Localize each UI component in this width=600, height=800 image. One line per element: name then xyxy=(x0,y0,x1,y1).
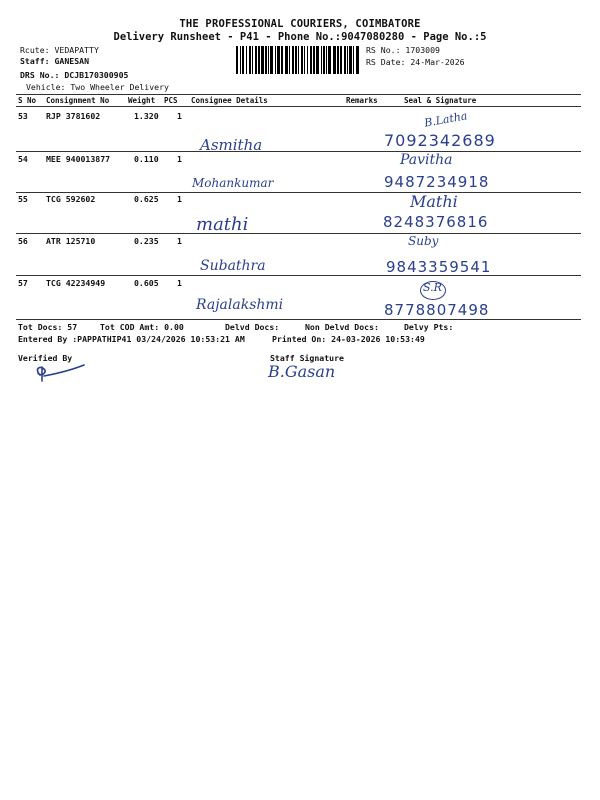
table-bottom-rule xyxy=(16,319,581,320)
barcode-bar xyxy=(313,46,315,74)
rs-date: RS Date: 24-Mar-2026 xyxy=(366,57,465,67)
barcode-bar xyxy=(349,46,352,74)
seal-handwritten-signature: S.R xyxy=(423,281,442,294)
vehicle-label: Vehicle: Two Wheeler Delivery xyxy=(26,82,169,92)
row-consignment: TCG 42234949 xyxy=(46,278,106,288)
entered-by: Entered By :PAPPATHIP41 03/24/2026 10:53:21 AM xyxy=(18,334,245,344)
row-pcs: 1 xyxy=(177,236,182,246)
barcode-bar xyxy=(281,46,283,74)
delivery-points: Delvy Pts: xyxy=(404,322,454,332)
barcode-bar xyxy=(258,46,260,74)
barcode-bar xyxy=(268,46,269,74)
barcode-bar xyxy=(323,46,325,74)
barcode-bar xyxy=(295,46,297,74)
barcode-bar xyxy=(340,46,342,74)
row-sno: 57 xyxy=(18,278,28,288)
total-cod-amount: Tot COD Amt: 0.00 xyxy=(100,322,184,332)
barcode-image xyxy=(234,46,362,74)
printed-on: Printed On: 24-03-2026 10:53:49 xyxy=(272,334,425,344)
barcode-bar xyxy=(356,46,359,74)
col-pcs: PCS xyxy=(164,96,178,105)
consignee-handwritten-name: Mohankumar xyxy=(192,176,274,190)
staff-label: Staff: GANESAN xyxy=(20,56,90,66)
barcode-bar xyxy=(249,46,251,74)
barcode-bar xyxy=(285,46,288,74)
barcode-bar xyxy=(328,46,331,74)
barcode-bar xyxy=(265,46,267,74)
row-weight: 0.605 xyxy=(134,278,159,288)
row-pcs: 1 xyxy=(177,154,182,164)
seal-handwritten-phone: 8778807498 xyxy=(384,301,490,319)
barcode-bar xyxy=(242,46,244,74)
delivered-docs: Delvd Docs: xyxy=(225,322,280,332)
header-bottom-rule xyxy=(16,106,581,107)
verifier-signature-image xyxy=(30,361,90,383)
barcode-bar xyxy=(316,46,319,74)
col-consignee: Consignee Details xyxy=(191,96,268,105)
barcode-bar xyxy=(289,46,290,74)
barcode-bar xyxy=(236,46,238,74)
staff-handwritten-signature: B.Gasan xyxy=(268,362,336,381)
runsheet-subtitle: Delivery Runsheet - P41 - Phone No.:9047080280 - Page No.:5 xyxy=(113,31,487,43)
consignee-handwritten-name: Subathra xyxy=(200,258,266,274)
col-sno: S No xyxy=(18,96,37,105)
rs-number: RS No.: 1703009 xyxy=(366,45,440,55)
seal-handwritten-phone: 7092342689 xyxy=(384,131,496,150)
row-consignment: ATR 125710 xyxy=(46,236,96,246)
row-consignment: RJP 3781602 xyxy=(46,111,101,121)
seal-handwritten-signature: Mathi xyxy=(410,192,458,211)
barcode-bar xyxy=(307,46,308,74)
barcode-bar xyxy=(298,46,299,74)
row-pcs: 1 xyxy=(177,194,182,204)
row-pcs: 1 xyxy=(177,278,182,288)
barcode-bar xyxy=(337,46,339,74)
barcode-bar xyxy=(310,46,312,74)
row-sno: 54 xyxy=(18,154,28,164)
consignee-handwritten-name: Asmitha xyxy=(200,136,263,154)
barcode-bar xyxy=(240,46,241,74)
barcode-bar xyxy=(304,46,305,74)
row-separator xyxy=(16,233,581,234)
route-label: Rcute: VEDAPATTY xyxy=(20,45,99,55)
row-consignment: TCG 592602 xyxy=(46,194,96,204)
consignee-handwritten-name: Rajalakshmi xyxy=(196,297,284,313)
row-sno: 56 xyxy=(18,236,28,246)
row-sno: 55 xyxy=(18,194,28,204)
non-delivered-docs: Non Delvd Docs: xyxy=(305,322,379,332)
barcode-bar xyxy=(252,46,253,74)
seal-handwritten-phone: 9487234918 xyxy=(384,173,490,191)
row-consignment: MEE 940013877 xyxy=(46,154,111,164)
barcode-bar xyxy=(277,46,280,74)
drs-number: DRS No.: DCJB170300905 xyxy=(20,70,129,80)
row-separator xyxy=(16,275,581,276)
row-weight: 1.320 xyxy=(134,111,159,121)
barcode-bar xyxy=(353,46,354,74)
barcode-bar xyxy=(246,46,247,74)
row-pcs: 1 xyxy=(177,111,182,121)
row-weight: 0.625 xyxy=(134,194,159,204)
barcode-bar xyxy=(270,46,273,74)
row-weight: 0.110 xyxy=(134,154,159,164)
row-weight: 0.235 xyxy=(134,236,159,246)
barcode-bar xyxy=(344,46,346,74)
header-top-rule xyxy=(16,94,581,95)
seal-handwritten-phone: 9843359541 xyxy=(386,258,492,276)
seal-handwritten-signature: B.Latha xyxy=(423,109,469,130)
verified-by-label: Verified By xyxy=(18,353,73,363)
row-separator xyxy=(16,192,581,193)
consignee-handwritten-name: mathi xyxy=(196,214,249,235)
total-docs: Tot Docs: 57 xyxy=(18,322,78,332)
company-title: THE PROFESSIONAL COURIERS, COIMBATORE xyxy=(179,18,421,30)
barcode-bar xyxy=(261,46,264,74)
barcode-bar xyxy=(292,46,294,74)
row-separator xyxy=(16,151,581,152)
col-weight: Weight xyxy=(128,96,156,105)
barcode-bar xyxy=(255,46,257,74)
seal-handwritten-signature: Pavitha xyxy=(400,152,453,168)
seal-handwritten-signature: Suby xyxy=(408,234,439,248)
staff-signature-label: Staff Signature xyxy=(270,353,344,363)
barcode-bar xyxy=(321,46,322,74)
col-remarks: Remarks xyxy=(346,96,378,105)
barcode-bar xyxy=(333,46,336,74)
barcode-bar xyxy=(301,46,303,74)
row-sno: 53 xyxy=(18,111,28,121)
barcode-bar xyxy=(275,46,276,74)
barcode-bar xyxy=(326,46,327,74)
col-consignment: Consignment No xyxy=(46,96,110,105)
barcode-bar xyxy=(347,46,348,74)
col-seal-signature: Seal & Signature xyxy=(404,96,477,105)
seal-handwritten-phone: 8248376816 xyxy=(383,213,489,231)
